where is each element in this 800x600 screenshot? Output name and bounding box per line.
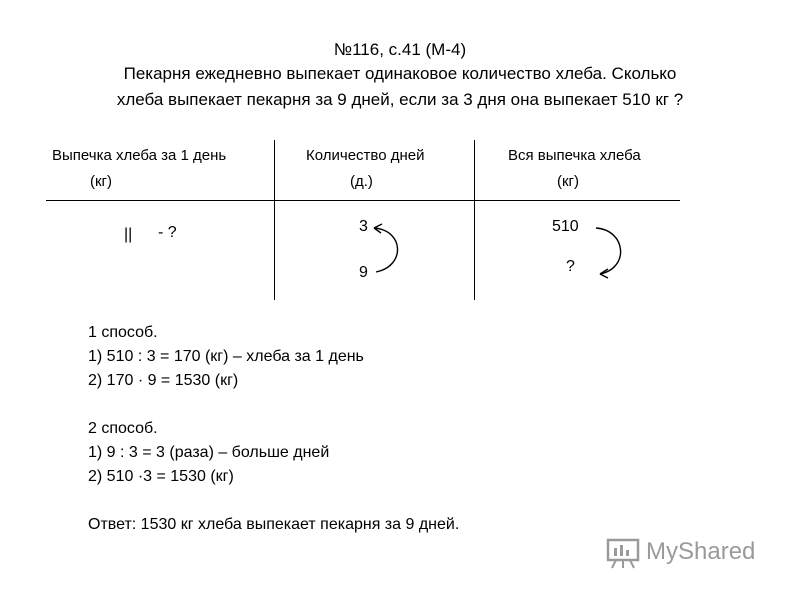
method2-title: 2 способ. (88, 420, 158, 437)
col3-bottom-value: ? (566, 258, 575, 275)
method1-title: 1 способ. (88, 324, 158, 341)
col2-top-value: 3 (359, 218, 368, 235)
col2-title: Количество дней (306, 147, 425, 164)
method2-step-2: 2) 510 ·3 = 1530 (кг) (88, 468, 234, 485)
method1-step-2: 2) 170 · 9 = 1530 (кг) (88, 372, 239, 389)
curved-arrow-icon (360, 220, 410, 280)
method1-step-1: 1) 510 : 3 = 170 (кг) – хлеба за 1 день (88, 348, 364, 365)
task-number: №116, с.41 (М-4) (333, 40, 467, 59)
col1-value: - ? (158, 224, 177, 241)
problem-text-line-1: Пекарня ежедневно выпекает одинаковое количество хлеба. Сколько (123, 64, 677, 83)
col3-title: Вся выпечка хлеба (508, 147, 641, 164)
answer-line: Ответ: 1530 кг хлеба выпекает пекарня за 9 дней. (88, 516, 460, 533)
problem-text-line-2: хлеба выпекает пекарня за 9 дней, если за 3 дня она выпекает 510 кг ? (116, 90, 684, 109)
col3-top-value: 510 (552, 218, 579, 235)
watermark-logo: MyShared (646, 538, 756, 565)
presentation-board-icon (606, 536, 642, 570)
table-divider-1 (274, 140, 275, 300)
col1-unit: (кг) (90, 173, 113, 190)
col1-mark: || (124, 226, 133, 243)
table-divider-2 (474, 140, 475, 300)
curved-arrow-icon (590, 220, 640, 282)
table-horizontal-rule (46, 200, 680, 201)
col3-unit: (кг) (557, 173, 580, 190)
col2-bottom-value: 9 (359, 264, 368, 281)
col1-title: Выпечка хлеба за 1 день (52, 147, 227, 164)
col2-unit: (д.) (350, 173, 373, 190)
method2-step-1: 1) 9 : 3 = 3 (раза) – больше дней (88, 444, 330, 461)
